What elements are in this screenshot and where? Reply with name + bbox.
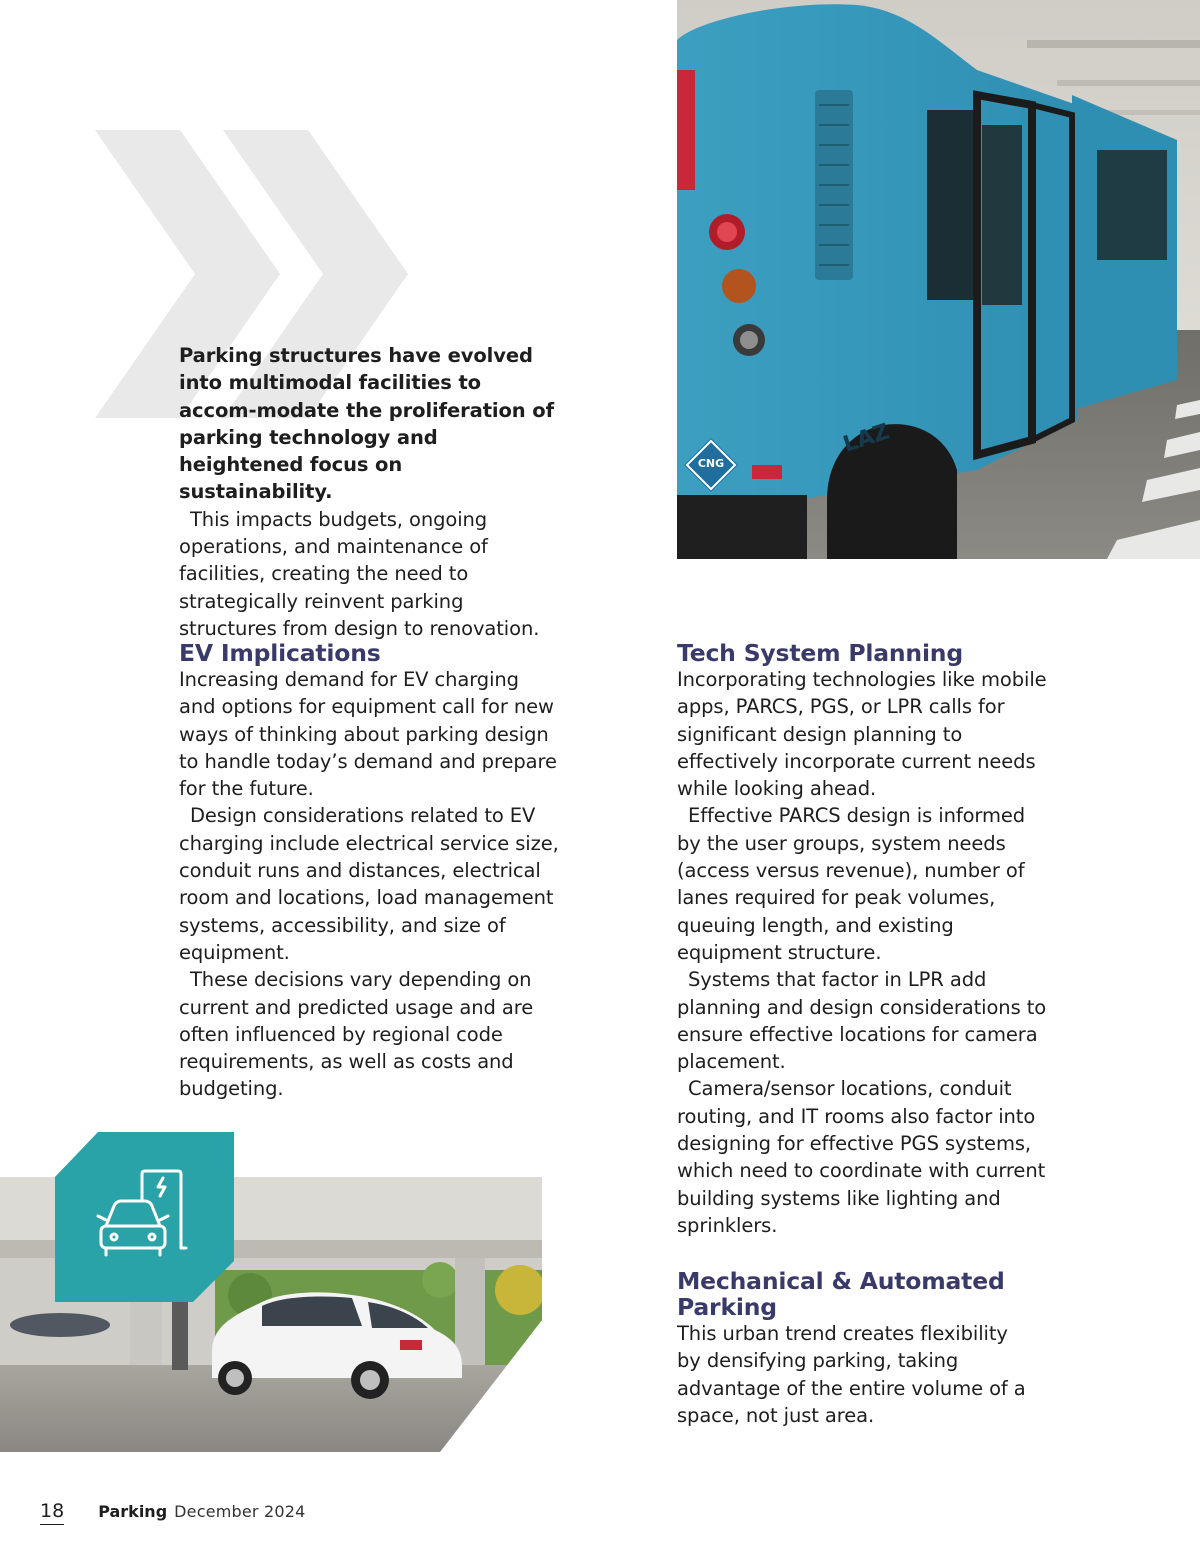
- ev-paragraph-1: Increasing demand for EV charging and options for equipment call for new ways of thinking about parking design to handle today’s demand and prepare for the future.: [179, 668, 557, 801]
- laz-logo: LAZ: [840, 419, 893, 458]
- issue-date: December 2024: [174, 1502, 306, 1521]
- ev-charging-photo: [0, 1130, 545, 1452]
- ev-paragraph-2: Design considerations related to EV charging include electrical service size, conduit runs and distances, electrical room and locations, load management systems, accessibility, and size of equipment.: [179, 804, 559, 964]
- tech-paragraph-3: Systems that factor in LPR add planning and design considerations to ensure effective locations for camera placement.: [677, 968, 1047, 1074]
- ev-heading: EV Implications: [179, 639, 381, 667]
- mech-paragraph-1: This urban trend creates flexibility by densifying parking, taking advantage of the entire volume of a space, not just area.: [677, 1322, 1026, 1427]
- tech-paragraph-2: Effective PARCS design is informed by the user groups, system needs (access versus revenue), number of lanes required for peak volumes, queuing length, and existing equipment structure.: [677, 804, 1026, 964]
- tech-heading: Tech System Planning: [677, 639, 963, 667]
- mech-heading: Mechanical & Automated Parking: [677, 1267, 1005, 1321]
- tech-paragraph-4: Camera/sensor locations, conduit routing, and IT rooms also factor into designing for effective PGS systems, which need to coordinate with current building systems like lighting and sprinklers.: [677, 1077, 1046, 1237]
- intro-lead: Parking structures have evolved into multimodal facilities to accom-modate the proliferation of parking technology and heightened focus on sustainability.: [179, 344, 554, 504]
- magazine-name: Parking: [98, 1502, 168, 1521]
- bus-photo: [677, 0, 1200, 559]
- page-footer: [40, 1500, 306, 1530]
- intro-body: This impacts budgets, ongoing operations, and maintenance of facilities, creating the need to strategically reinvent parking structures from design to renovation.: [179, 507, 540, 640]
- tech-planning-section: [677, 640, 1047, 1239]
- mechanical-parking-section: [677, 1268, 1037, 1429]
- ev-paragraph-3: These decisions vary depending on current and predicted usage and are often influenced by regional code requirements, as well as costs and budgeting.: [179, 968, 534, 1101]
- intro-section: [179, 342, 559, 642]
- tech-paragraph-1: Incorporating technologies like mobile apps, PARCS, PGS, or LPR calls for significant design planning to effectively incorporate current needs while looking ahead.: [677, 668, 1047, 801]
- page-number: 18: [40, 1500, 64, 1525]
- ev-implications-section: [179, 640, 559, 1103]
- cng-badge-label: CNG: [697, 457, 725, 470]
